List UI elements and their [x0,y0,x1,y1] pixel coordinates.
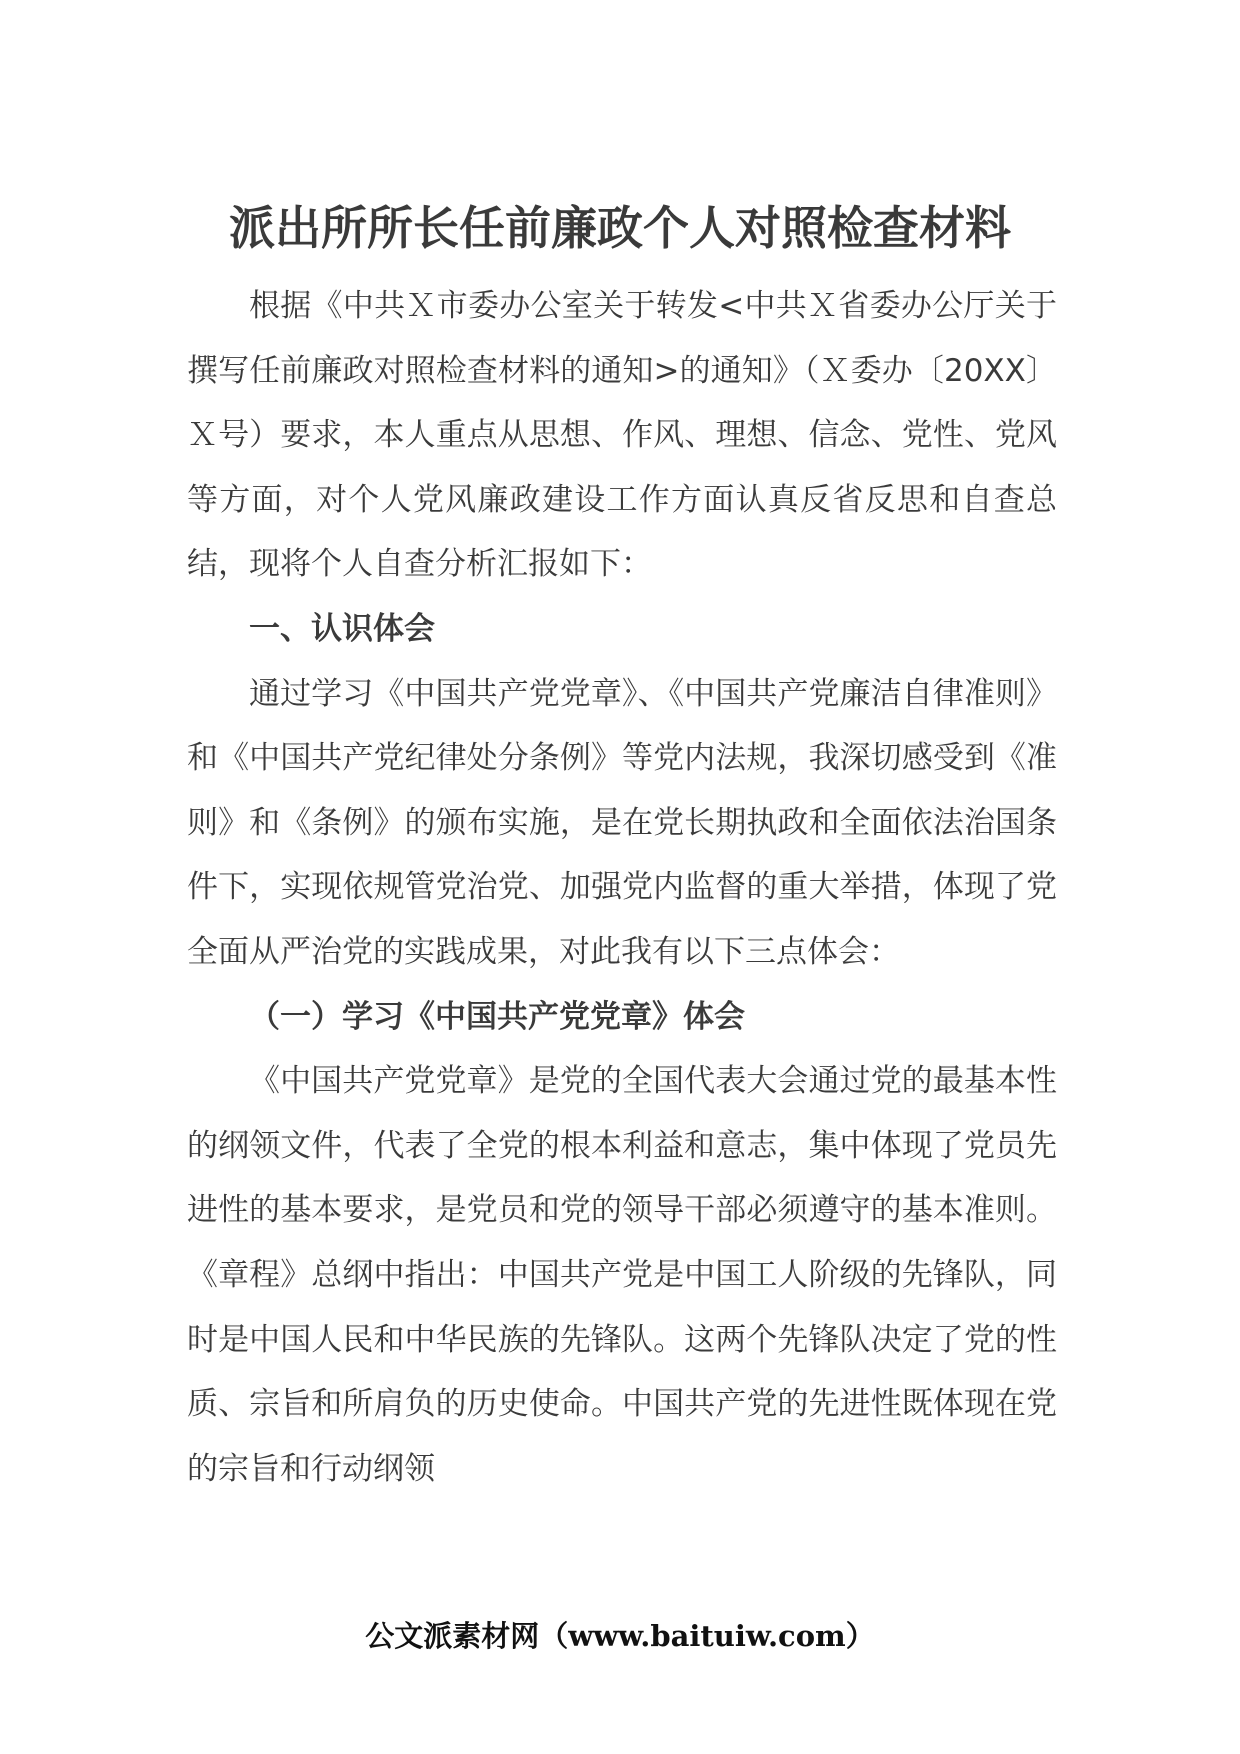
footer-watermark: 公文派素材网（www.baituiw.com） [365,1619,875,1653]
body-paragraph-3: 《中国共产党党章》是党的全国代表大会通过党的最基本性的纲领文件，代表了全党的根本利益和意志，集中体现了党员先进性的基本要求，是党员和党的领导干部必须遵守的基本准则。《章程》总纲中指出：中国共产党是中国工人阶级的先锋队，同时是中国人民和中华民族的先锋队。这两个先锋队决定了党的性质、宗旨和所肩负的历史使命。中国共产党的先进性既体现在党的宗旨和行动纲领 [187,1063,1057,1487]
document-title: 派出所所长任前廉政个人对照检查材料 [229,201,1011,255]
subsection-heading-1: （一）学习《中国共产党党章》体会 [249,998,745,1035]
document-body [187,274,1057,1501]
section-heading-1: 一、认识体会 [249,610,435,647]
body-paragraph-2: 通过学习《中国共产党党章》、《中国共产党廉洁自律准则》和《中国共产党纪律处分条例》等党内法规，我深切感受到《准则》和《条例》的颁布实施，是在党长期执政和全面依法治国条件下，实现依规管党治党、加强党内监督的重大举措，体现了党全面从严治党的实践成果，对此我有以下三点体会： [187,675,1057,970]
intro-paragraph: 根据《中共Ｘ市委办公室关于转发<中共Ｘ省委办公厅关于撰写任前廉政对照检查材料的通知>的通知》（Ｘ委办〔20XX〕Ｘ号）要求，本人重点从思想、作风、理想、信念、党性、党风等方面，对个人党风廉政建设工作方面认真反省反思和自查总结，现将个人自查分析汇报如下： [187,288,1057,583]
